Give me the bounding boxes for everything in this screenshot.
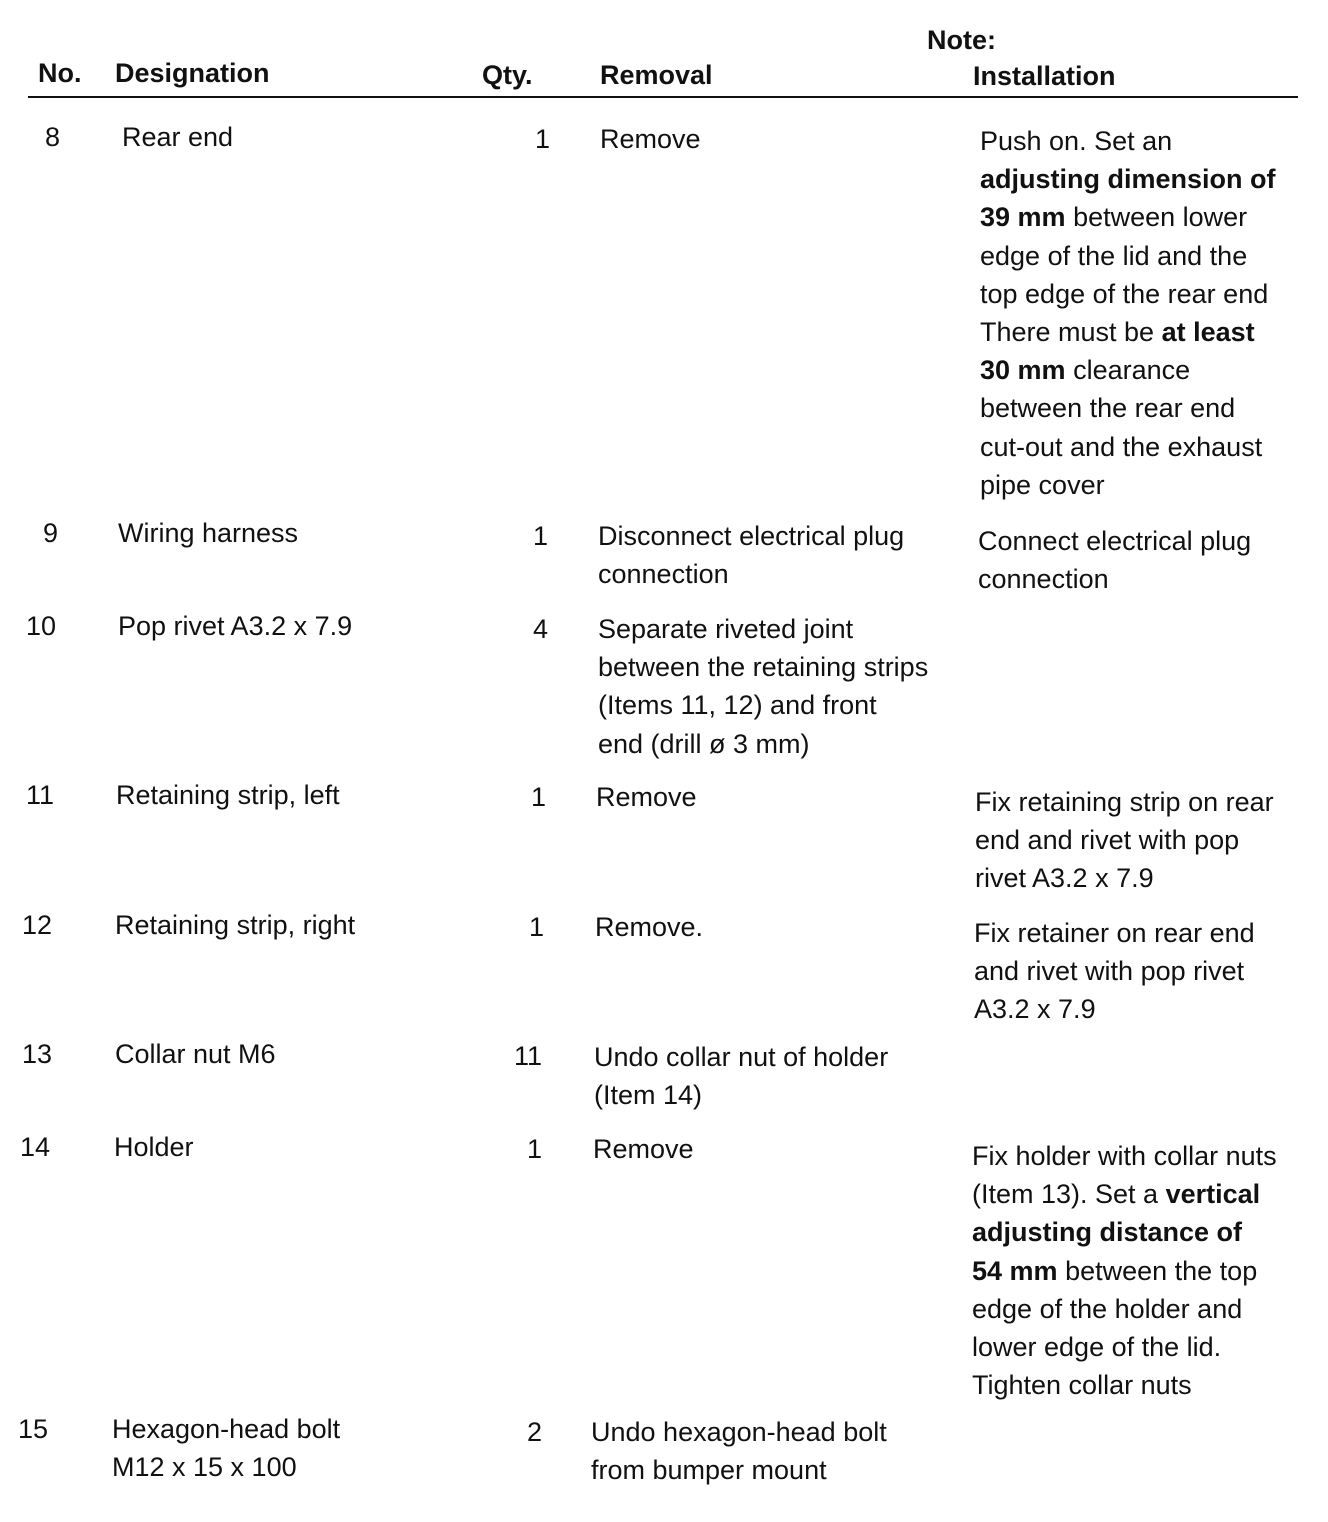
row-qty: 1 [534,124,550,154]
row-qty: 1 [526,1134,542,1164]
row-removal: Remove [596,782,697,812]
row-no: 15 [17,1414,48,1444]
row-no: 11 [25,780,54,810]
row-designation: Hexagon-head bolt M12 x 15 x 100 [112,1414,341,1483]
row-designation: Holder [114,1132,194,1162]
header-rule [28,96,1298,98]
row-installation: Fix holder with collar nuts (Item 13). Set a vertical adjusting distance of 54 mm between the top edge of the holder and lower edge of the lid. Tighten collar nuts [972,1141,1277,1401]
row-no: 13 [21,1039,52,1069]
row-no: 8 [44,122,60,152]
row-installation: Fix retainer on rear end and rivet with pop rivet A3.2 x 7.9 [974,918,1255,1025]
row-removal: Undo hexagon-head bolt from bumper mount [591,1417,887,1486]
row-removal: Remove [600,124,701,154]
row-qty: 1 [532,521,548,551]
row-qty: 2 [526,1417,542,1447]
row-no: 14 [19,1132,50,1162]
header-designation: Designation [115,58,270,88]
row-installation: Push on. Set an adjusting dimension of 39 mm between lower edge of the lid and the top edge of the rear end There must be at least 30 mm clearance between the rear end cut-out and the exhaust pipe cover [980,126,1276,500]
row-no: 10 [25,611,56,641]
header-removal: Removal [600,60,713,90]
row-designation: Wiring harness [118,518,299,548]
row-designation: Pop rivet A3.2 x 7.9 [118,611,353,641]
row-removal: Remove [593,1134,694,1164]
header-qty: Qty. [482,60,533,90]
row-designation: Rear end [122,122,234,152]
row-installation: Connect electrical plug connection [978,526,1252,595]
row-qty: 1 [528,912,544,942]
row-qty: 1 [530,782,546,812]
row-no: 9 [42,518,58,548]
row-qty: 11 [513,1041,542,1071]
row-no: 12 [21,910,52,940]
row-removal: Remove. [595,912,704,942]
row-designation: Retaining strip, left [116,780,340,810]
header-note: Note: [927,25,996,55]
header-installation: Installation [973,61,1116,91]
row-removal: Separate riveted joint between the retaining strips (Items 11, 12) and front end (drill ø 3 mm) [598,614,929,759]
row-removal: Undo collar nut of holder (Item 14) [594,1042,889,1111]
row-qty: 4 [532,614,548,644]
row-designation: Retaining strip, right [115,910,356,940]
row-removal: Disconnect electrical plug connection [598,521,905,590]
header-no: No. [38,58,82,88]
row-designation: Collar nut M6 [115,1039,276,1069]
row-installation: Fix retaining strip on rear end and rivet with pop rivet A3.2 x 7.9 [975,787,1274,894]
